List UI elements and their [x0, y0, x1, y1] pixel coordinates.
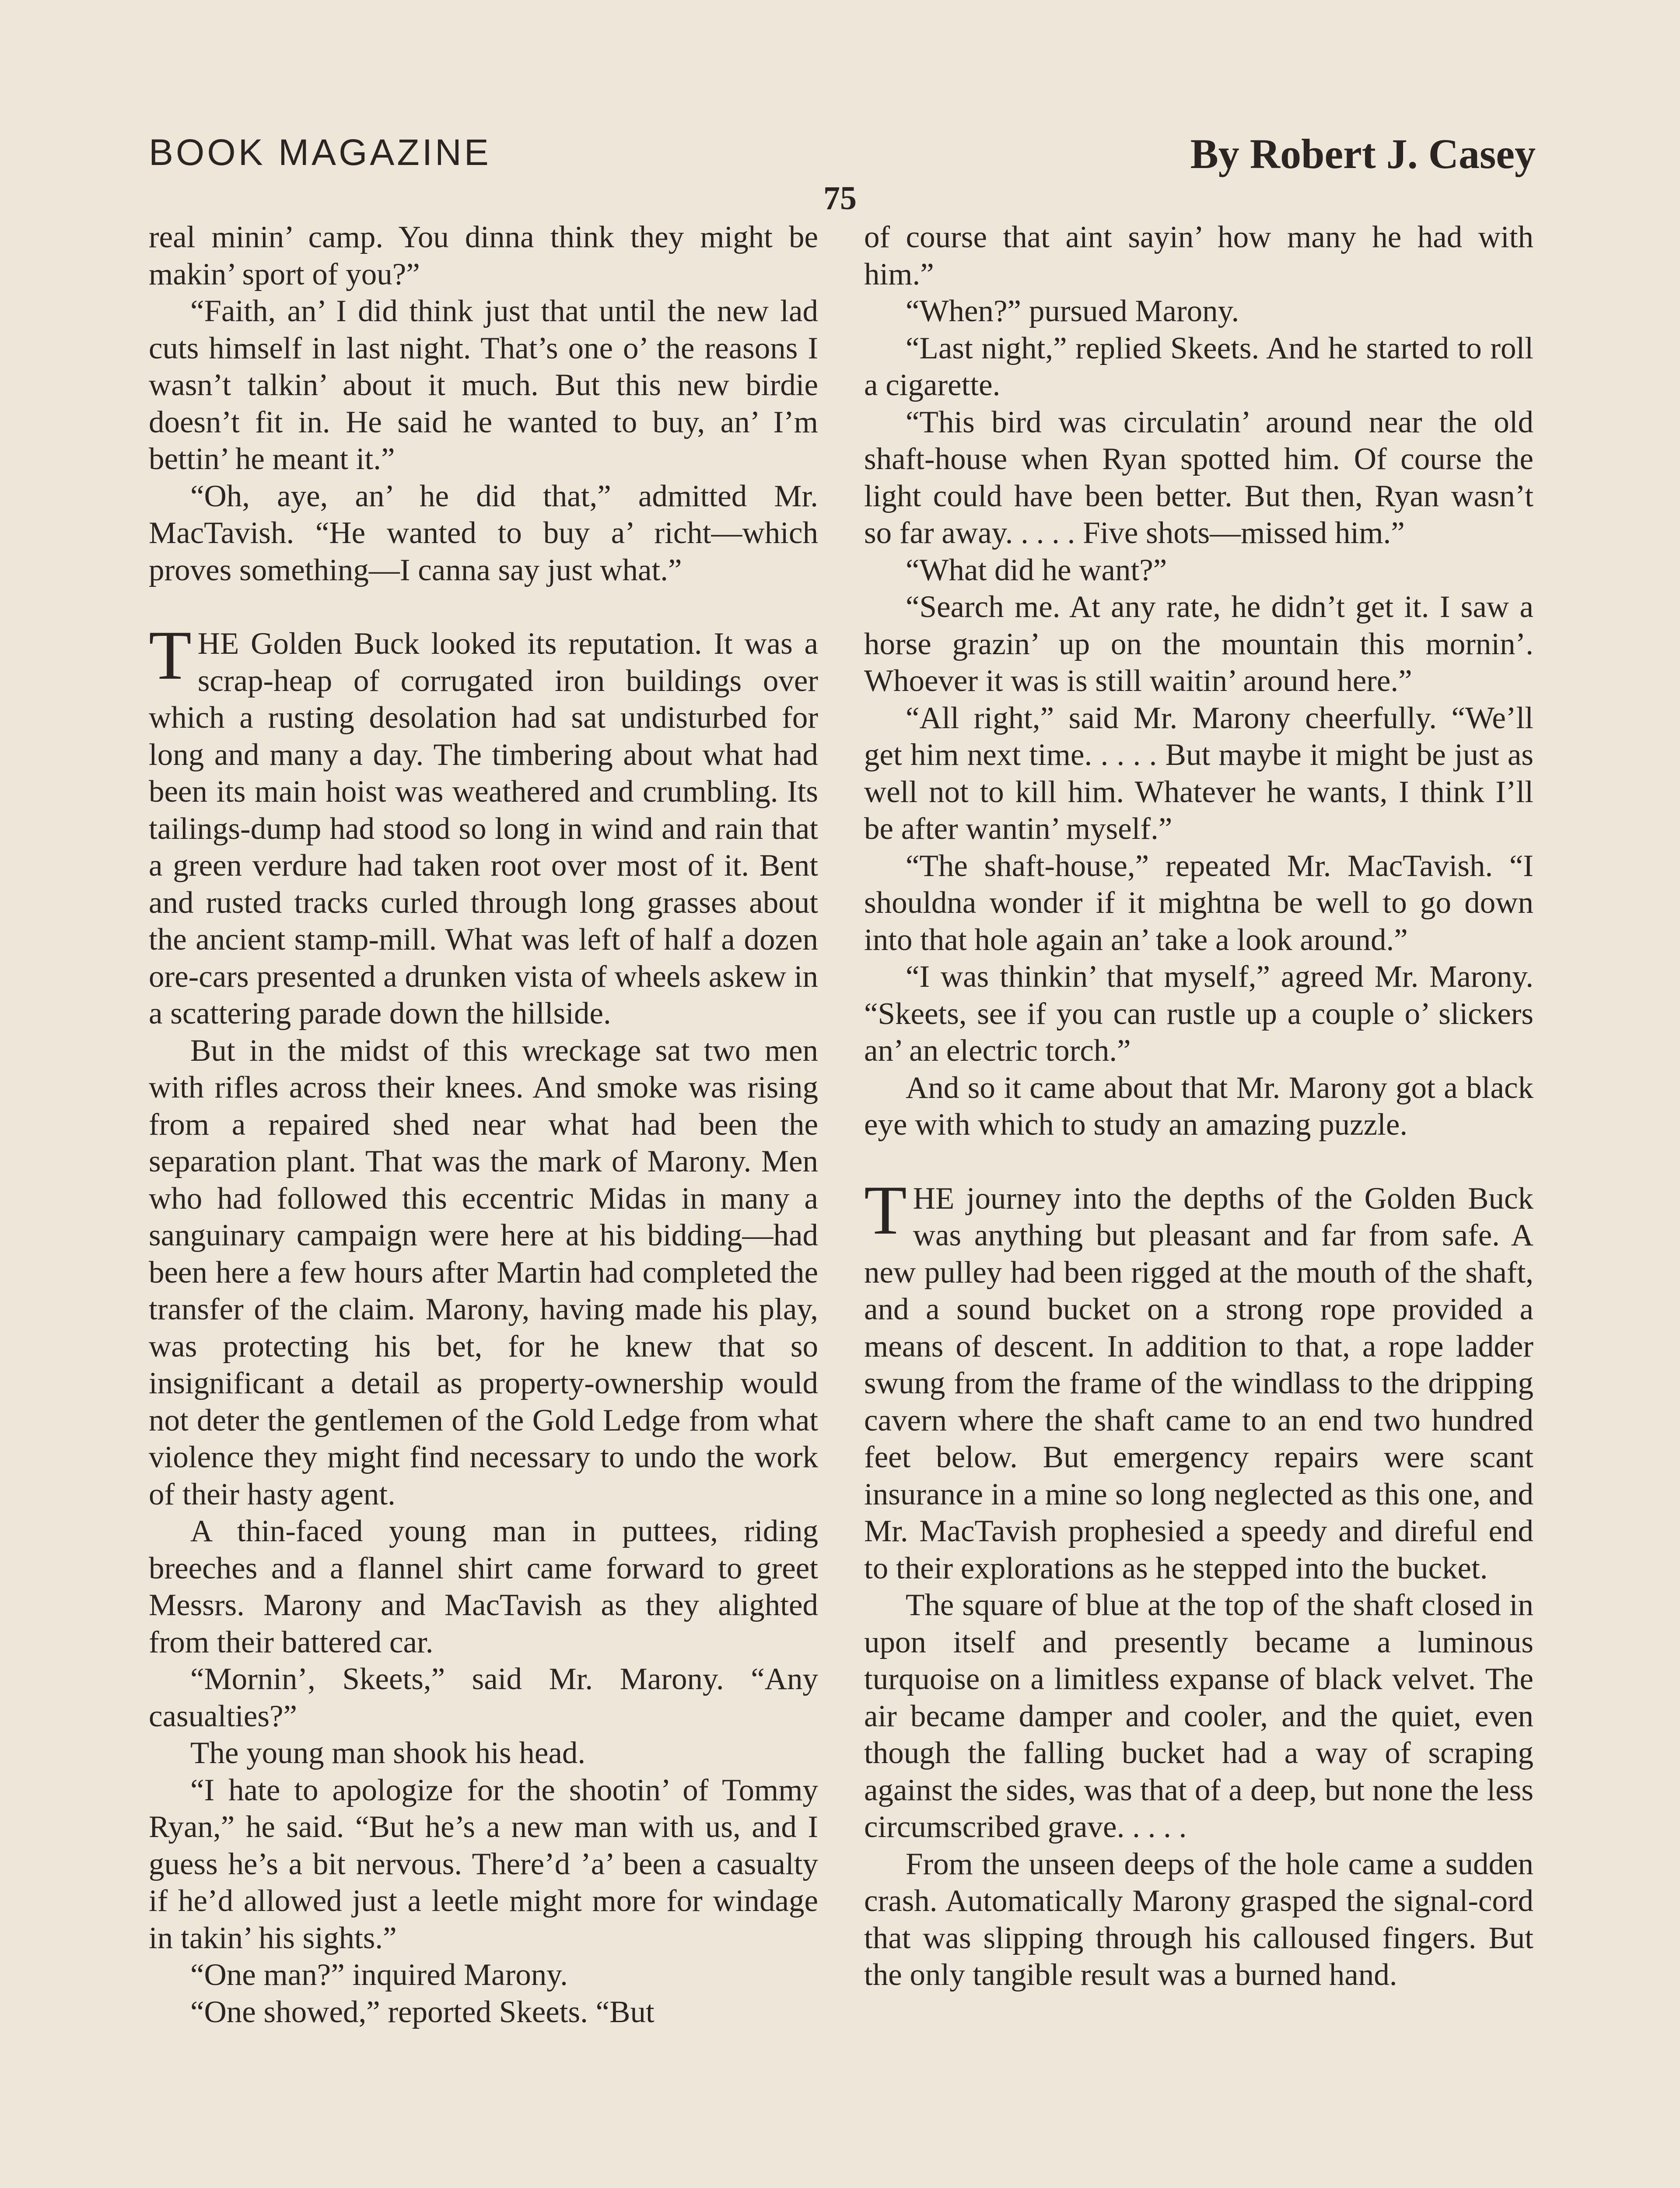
author-byline: By Robert J. Casey: [1190, 130, 1536, 177]
paragraph: The young man shook his head.: [190, 1736, 586, 1770]
left-column: [149, 219, 818, 2030]
paragraph: “One showed,” reported Skeets. “But: [190, 1995, 654, 2029]
paragraph: But in the midst of this wreckage sat two men with rifles across their knees. And smoke was rising from a repaired shed near what had been the separation plant. That was the mark of Marony. Men who had followed this eccentric Midas in many a sanguinary campaign were here at his bidding—had been here a few hours after Martin had completed the transfer of the claim. Marony, having made his play, was protecting his bet, for he knew that so insignificant a detail as property-ownership would not deter the gentlemen of the Gold Ledge from what violence they might find necessary to undo the work of their hasty agent.: [149, 1033, 818, 1511]
drop-cap: T: [864, 1171, 907, 1249]
paragraph: of course that aint sayin’ how many he had with him.”: [864, 220, 1533, 291]
paragraph: “This bird was circulatin’ around near the old shaft-house when Ryan spotted him. Of course the light could have been better. But then, Ryan wasn’t so far away. . . . . Five shots—missed him.”: [864, 405, 1533, 550]
page-number: 75: [823, 180, 857, 217]
paragraph: A thin-faced young man in puttees, riding breeches and a flannel shirt came forward to greet Messrs. Marony and MacTavish as they alighted from their battered car.: [149, 1514, 818, 1659]
paragraph: real minin’ camp. You dinna think they might be makin’ sport of you?”: [149, 220, 818, 291]
paragraph: “I was thinkin’ that myself,” agreed Mr. Marony. “Skeets, see if you can rustle up a couple o’ slickers an’ an electric torch.”: [864, 960, 1533, 1068]
paragraph: “What did he want?”: [906, 553, 1167, 587]
paragraph: And so it came about that Mr. Marony got a black eye with which to study an amazing puzzle.: [864, 1070, 1533, 1142]
paragraph: “All right,” said Mr. Marony cheerfully. “We’ll get him next time. . . . . But maybe it might be just as well not to kill him. Whatever he wants, I think I’ll be after wantin’ myself.”: [864, 701, 1533, 846]
paragraph: “Faith, an’ I did think just that until the new lad cuts himself in last night. That’s one o’ the reasons I wasn’t talkin’ about it much. But this new birdie doesn’t fit in. He said he wanted to buy, an’ I’m bettin’ he meant it.”: [149, 294, 818, 476]
paragraph: “Search me. At any rate, he didn’t get it. I saw a horse grazin’ up on the mountain this mornin’. Whoever it was is still waitin’ around here.”: [864, 590, 1533, 698]
paragraph-text: HE Golden Buck looked its reputation. It was a scrap-heap of corrugated iron buildings over which a rusting desolation had sat undisturbed for long and many a day. The timbering about what had been its main hoist was weathered and crumbling. Its tailings-dump had stood so long in wind and rain that a green verdure had taken root over most of it. Bent and rusted tracks curled through long grasses about the ancient stamp-mill. What was left of half a dozen ore-cars presented a drunken vista of wheels askew in a scattering parade down the hillside.: [149, 627, 818, 1031]
paragraph: From the unseen deeps of the hole came a sudden crash. Automatically Marony grasped the signal-cord that was slipping through his calloused fingers. But the only tangible result was a burned hand.: [864, 1847, 1533, 1992]
section-opening-paragraph: [864, 1171, 1533, 1587]
paragraph: The square of blue at the top of the shaft closed in upon itself and presently became a luminous turquoise on a limitless expanse of black velvet. The air became damper and cooler, and the quiet, even though the falling bucket had a way of scraping against the sides, was that of a deep, but none the less circumscribed grave. . . . .: [864, 1588, 1533, 1844]
paragraph: “I hate to apologize for the shootin’ of Tommy Ryan,” he said. “But he’s a new man with us, and I guess he’s a bit nervous. There’d ’a’ been a casualty if he’d allowed just a leetle might more for windage in takin’ his sights.”: [149, 1773, 818, 1955]
magazine-title: BOOK MAGAZINE: [149, 132, 491, 173]
section-opening-paragraph: [149, 616, 818, 1032]
paragraph: “The shaft-house,” repeated Mr. MacTavish. “I shouldna wonder if it mightna be well to go down into that hole again an’ take a look around.”: [864, 849, 1533, 957]
paragraph-text: HE journey into the depths of the Golden Buck was anything but pleasant and far from safe. A new pulley had been rigged at the mouth of the shaft, and a sound bucket on a strong rope provided a means of descent. In addition to that, a rope ladder swung from the frame of the windlass to the dripping cavern where the shaft came to an end two hundred feet below. But emergency repairs were scant insurance in a mine so long neglected as this one, and Mr. MacTavish prophesied a speedy and direful end to their explorations as he stepped into the bucket.: [864, 1181, 1533, 1585]
paragraph: “Last night,” replied Skeets. And he started to roll a cigarette.: [864, 331, 1533, 402]
paragraph: “One man?” inquired Marony.: [190, 1958, 568, 1992]
drop-cap: T: [149, 616, 192, 694]
right-column: [864, 219, 1533, 1994]
paragraph: “When?” pursued Marony.: [906, 294, 1239, 328]
paragraph: “Mornin’, Skeets,” said Mr. Marony. “Any casualties?”: [149, 1662, 818, 1733]
paragraph: “Oh, aye, an’ he did that,” admitted Mr. MacTavish. “He wanted to buy a’ richt—which proves something—I canna say just what.”: [149, 479, 818, 587]
